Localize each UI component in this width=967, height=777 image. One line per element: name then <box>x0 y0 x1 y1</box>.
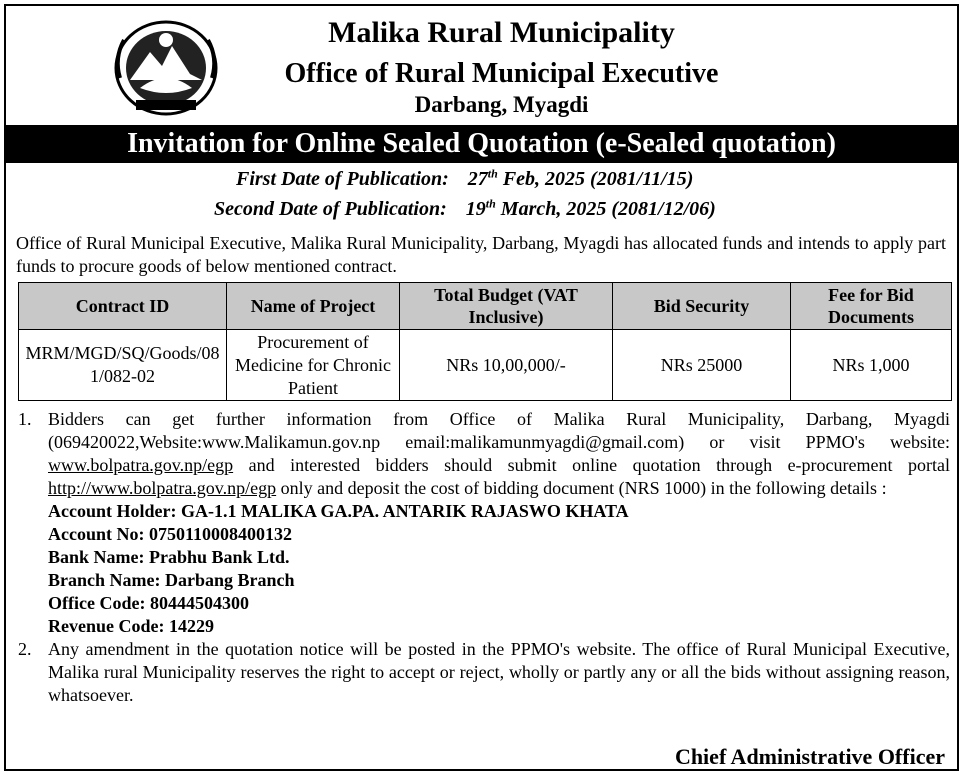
revenue-code: Revenue Code: 14229 <box>48 616 214 636</box>
column-header: Fee for Bid Documents <box>791 283 952 330</box>
notice-frame <box>4 4 959 771</box>
location-title: Darbang, Myagdi <box>414 92 589 117</box>
column-header: Name of Project <box>227 283 400 330</box>
first-publication-row <box>236 166 693 191</box>
office-code: Office Code: 80444504300 <box>48 593 249 613</box>
note-2: 2. Any amendment in the quotation notice will be posted in the PPMO's website. The office of Rural Municipal Executive, Malika rural Municipality reserves the right to accept or reject, wholly or partly any or all the bids without assigning reason, whatsoever. <box>18 639 950 705</box>
bid-security-cell: NRs 25000 <box>613 330 791 401</box>
notes-list <box>16 408 950 707</box>
column-header: Contract ID <box>19 283 227 330</box>
column-header: Total Budget (VAT Inclusive) <box>400 283 613 330</box>
egp-link-1[interactable]: www.bolpatra.gov.np/egp <box>48 455 234 475</box>
first-publication-label: First Date of Publication: <box>236 167 449 190</box>
bid-fee-cell: NRs 1,000 <box>791 330 952 401</box>
account-number: Account No: 0750110008400132 <box>48 524 292 544</box>
notice-banner: Invitation for Online Sealed Quotation (e-Sealed quotation) <box>6 125 957 163</box>
municipality-title: Malika Rural Municipality <box>328 16 675 49</box>
column-header: Bid Security <box>613 283 791 330</box>
branch-name: Branch Name: Darbang Branch <box>48 570 295 590</box>
contract-table <box>18 282 952 401</box>
note-number: 1. <box>18 409 32 429</box>
contract-id-cell: MRM/MGD/SQ/Goods/081/082-02 <box>19 330 227 401</box>
egp-link-2[interactable]: http://www.bolpatra.gov.np/egp <box>48 478 277 498</box>
second-publication-date: 19th March, 2025 (2081/12/06) <box>465 196 716 220</box>
first-publication-date: 27th Feb, 2025 (2081/11/15) <box>467 166 694 190</box>
note-number: 2. <box>18 639 32 659</box>
office-title: Office of Rural Municipal Executive <box>284 58 719 89</box>
project-name-cell: Procurement of Medicine for Chronic Patient <box>227 330 400 401</box>
total-budget-cell: NRs 10,00,000/- <box>400 330 613 401</box>
intro-paragraph: Office of Rural Municipal Executive, Malika Rural Municipality, Darbang, Myagdi has allocated funds and intends to apply part funds to procure goods of below mentioned contract. <box>16 233 946 276</box>
second-publication-row <box>214 196 716 221</box>
second-publication-label: Second Date of Publication: <box>214 197 447 220</box>
table-header-row <box>19 283 952 330</box>
bank-name: Bank Name: Prabhu Bank Ltd. <box>48 547 290 567</box>
account-holder: Account Holder: GA-1.1 MALIKA GA.PA. ANTARIK RAJASWO KHATA <box>48 501 629 521</box>
notice-header <box>6 6 957 126</box>
signature-title: Chief Administrative Officer <box>674 744 945 769</box>
table-row <box>19 330 952 401</box>
note-1: 1. Bidders can get further information from Office of Malika Rural Municipality, Darbang, Myagdi (069420022,Website:www.Malikamun.gov.np email:malikamunmyagdi@gmail.com) or visit PPMO's website: www.bolpatra.gov.np/egp and interested bidders should submit online quotation through e-procurement portal http://www.bolpatra.gov.np/egp only and deposit the cost of bidding document (NRS 1000) in the following details : <box>18 409 950 498</box>
